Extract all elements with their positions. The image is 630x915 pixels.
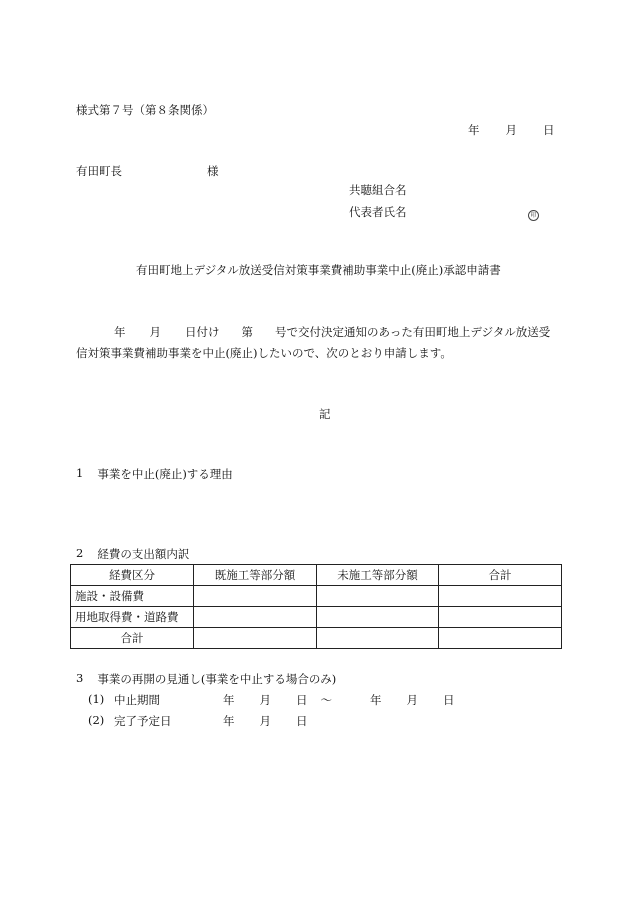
year-label: 年 bbox=[468, 123, 480, 137]
body-line-2: 信対策事業費補助事業を中止(廃止)したいので、次のとおり申請します。 bbox=[76, 346, 452, 360]
table-row bbox=[71, 607, 562, 628]
body-date-suffix: 日付け bbox=[185, 325, 220, 339]
item-1-label: 中止期間 bbox=[114, 693, 160, 707]
row-label-total: 合計 bbox=[71, 628, 194, 649]
item-1-day-end: 日 bbox=[443, 693, 455, 707]
section-3-label: 事業の再開の見通し(事業を中止する場合のみ) bbox=[97, 672, 337, 686]
item-1-tilde: ～ bbox=[320, 693, 332, 707]
section-1-number: 1 bbox=[76, 466, 84, 480]
item-2-year: 年 bbox=[223, 714, 235, 728]
section-1-heading bbox=[76, 466, 233, 482]
table-cell bbox=[317, 628, 439, 649]
table-header-row bbox=[71, 565, 562, 586]
header-category: 経費区分 bbox=[71, 565, 194, 586]
item-2-number: (2) bbox=[88, 713, 105, 727]
seal-icon: 印 bbox=[528, 210, 539, 221]
table-cell bbox=[194, 586, 317, 607]
table-cell bbox=[317, 607, 439, 628]
table-cell bbox=[439, 586, 562, 607]
section-1-label: 事業を中止(廃止)する理由 bbox=[97, 467, 233, 481]
section-3-heading bbox=[76, 671, 336, 687]
section-2-heading bbox=[76, 546, 189, 562]
body-month: 月 bbox=[149, 325, 161, 339]
table-cell bbox=[194, 607, 317, 628]
body-line-1 bbox=[114, 324, 550, 340]
date-line bbox=[468, 122, 555, 138]
item-1-month: 月 bbox=[259, 693, 271, 707]
row-label: 施設・設備費 bbox=[71, 586, 194, 607]
header-uncompleted: 未施工等部分額 bbox=[317, 565, 439, 586]
form-number: 様式第７号（第８条関係） bbox=[76, 103, 214, 117]
body-text-start: 号で交付決定通知のあった有田町地上デジタル放送受 bbox=[275, 325, 551, 339]
table-cell bbox=[439, 628, 562, 649]
header-total: 合計 bbox=[439, 565, 562, 586]
table-row bbox=[71, 628, 562, 649]
union-name-label: 共聴組合名 bbox=[349, 183, 407, 197]
ki-heading: 記 bbox=[319, 407, 331, 421]
item-1-year-end: 年 bbox=[370, 693, 382, 707]
item-2-month: 月 bbox=[259, 714, 271, 728]
section-3-number: 3 bbox=[76, 671, 84, 685]
item-1-day: 日 bbox=[296, 693, 308, 707]
item-2-day: 日 bbox=[296, 714, 308, 728]
seal-mark bbox=[528, 206, 539, 221]
document-title: 有田町地上デジタル放送受信対策事業費補助事業中止(廃止)承認申請書 bbox=[136, 263, 501, 277]
month-label: 月 bbox=[505, 123, 517, 137]
item-1-month-end: 月 bbox=[406, 693, 418, 707]
item-2-label: 完了予定日 bbox=[114, 714, 172, 728]
row-label: 用地取得費・道路費 bbox=[71, 607, 194, 628]
expense-table bbox=[70, 564, 562, 649]
item-1-dates bbox=[223, 692, 455, 708]
table-cell bbox=[317, 586, 439, 607]
item-1-number: (1) bbox=[88, 692, 105, 706]
representative-label: 代表者氏名 bbox=[349, 205, 407, 219]
header-completed: 既施工等部分額 bbox=[194, 565, 317, 586]
table-cell bbox=[194, 628, 317, 649]
section-2-number: 2 bbox=[76, 546, 84, 560]
item-2-dates bbox=[223, 713, 308, 729]
table-cell bbox=[439, 607, 562, 628]
addressee-name: 有田町長 bbox=[76, 164, 122, 178]
table-row bbox=[71, 586, 562, 607]
body-year: 年 bbox=[114, 325, 126, 339]
item-1-year: 年 bbox=[223, 693, 235, 707]
addressee-honorific: 様 bbox=[207, 164, 219, 178]
day-label: 日 bbox=[543, 123, 555, 137]
body-number-prefix: 第 bbox=[241, 325, 253, 339]
section-2-label: 経費の支出額内訳 bbox=[97, 547, 190, 561]
